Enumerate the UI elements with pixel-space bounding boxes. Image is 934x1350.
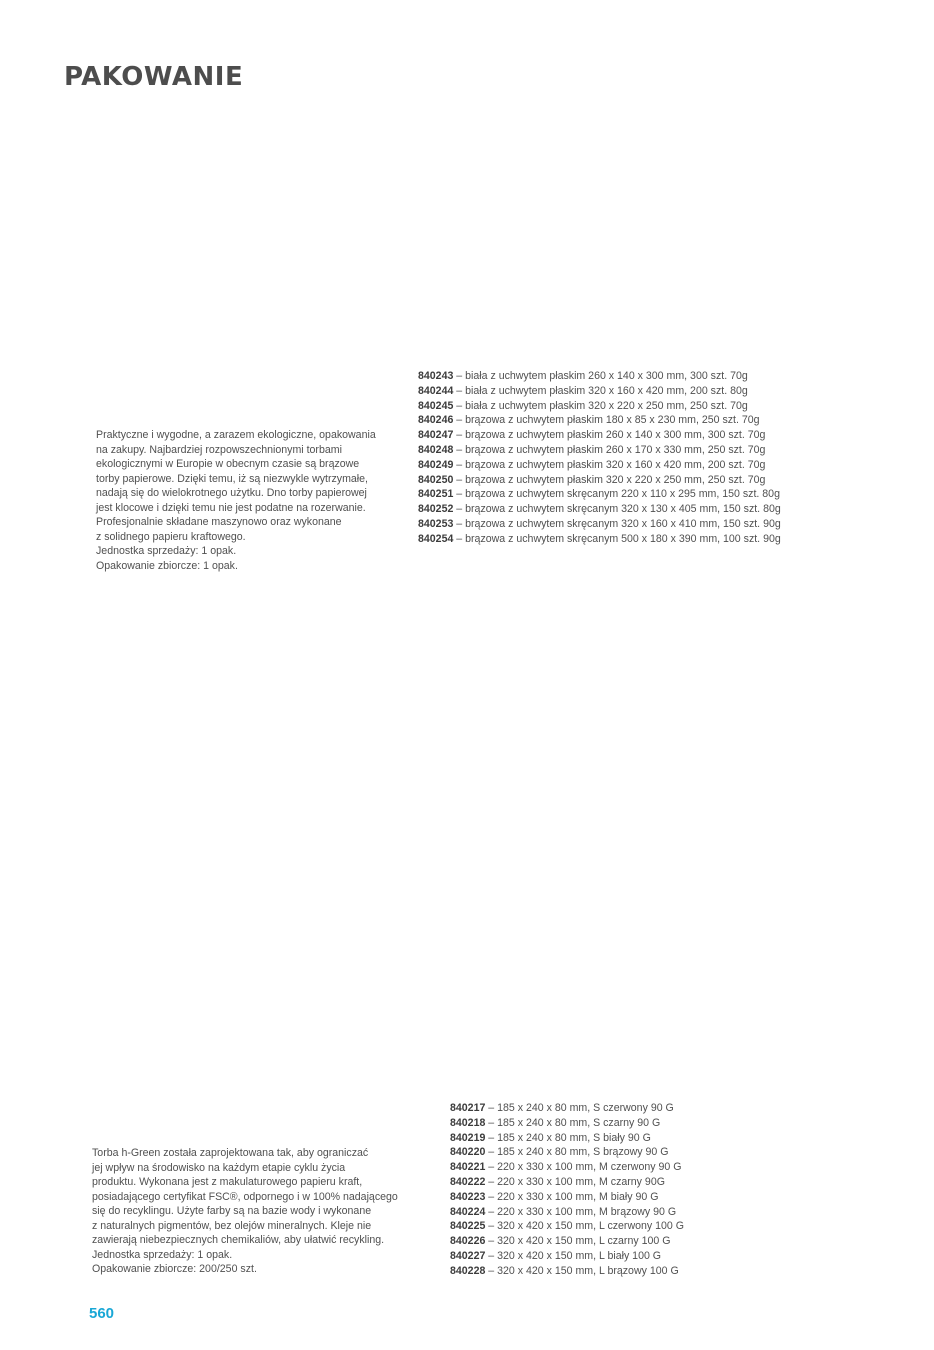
section1-description-text: Praktyczne i wygodne, a zarazem ekologiczne, opakowania na zakupy. Najbardziej rozpowszechnionymi torbami ekologicznymi w Europie w obecnym czasie są brązowe torby papierowe. Dzięki temu, iż są niezwykle wytrzymałe, nadają się do wielokrotnego użytku. Dno torby papierowej jest klocowe i dzięki temu nie jest podatne na rozerwanie. Profesjonalnie składane maszynowo oraz wykonane z solidnego papieru kraftowego. Jednostka sprzedaży: 1 opak. Opakowanie zbiorcze: 1 opak. bbox=[96, 429, 376, 572]
product-code: 840220 bbox=[450, 1146, 486, 1159]
product-description: – 320 x 420 x 150 mm, L czerwony 100 G bbox=[485, 1220, 684, 1233]
section2-description bbox=[92, 1146, 432, 1277]
product-code: 840243 bbox=[418, 370, 454, 382]
product-description: – 185 x 240 x 80 mm, S czarny 90 G bbox=[485, 1116, 661, 1129]
section1-product-list bbox=[418, 369, 781, 547]
section1-description bbox=[96, 428, 426, 573]
product-list-item bbox=[418, 502, 781, 517]
product-description: – brązowa z uchwytem skręcanym 320 x 160 x 410 mm, 150 szt. 90g bbox=[453, 517, 781, 530]
product-code: 840223 bbox=[450, 1190, 486, 1203]
product-description: – 220 x 330 x 100 mm, M brązowy 90 G bbox=[485, 1205, 677, 1218]
product-list-item bbox=[418, 384, 781, 399]
product-list-item bbox=[450, 1101, 684, 1116]
product-code: 840244 bbox=[418, 384, 454, 397]
product-description: – 185 x 240 x 80 mm, S biały 90 G bbox=[485, 1131, 651, 1144]
product-description: – brązowa z uchwytem płaskim 320 x 220 x 250 mm, 250 szt. 70g bbox=[453, 473, 766, 486]
product-list-item bbox=[418, 458, 781, 473]
product-code: 840226 bbox=[450, 1235, 486, 1248]
product-code: 840251 bbox=[418, 488, 454, 501]
product-list-item bbox=[450, 1219, 684, 1234]
product-description: – biała z uchwytem płaskim 260 x 140 x 300 mm, 300 szt. 70g bbox=[453, 370, 748, 382]
product-description: – brązowa z uchwytem płaskim 180 x 85 x 230 mm, 250 szt. 70g bbox=[453, 414, 760, 427]
product-code: 840221 bbox=[450, 1161, 486, 1174]
product-list-item bbox=[418, 413, 781, 428]
product-list-item bbox=[418, 443, 781, 458]
product-description: – 320 x 420 x 150 mm, L biały 100 G bbox=[485, 1249, 662, 1262]
product-description: – 185 x 240 x 80 mm, S brązowy 90 G bbox=[485, 1146, 669, 1159]
product-list-item bbox=[450, 1116, 684, 1131]
product-list-item bbox=[418, 369, 781, 384]
product-list-item bbox=[450, 1234, 684, 1249]
product-description: – biała z uchwytem płaskim 320 x 160 x 420 mm, 200 szt. 80g bbox=[453, 384, 748, 397]
product-code: 840225 bbox=[450, 1220, 486, 1233]
product-description: – brązowa z uchwytem płaskim 260 x 170 x 330 mm, 250 szt. 70g bbox=[453, 443, 766, 456]
product-description: – 320 x 420 x 150 mm, L brązowy 100 G bbox=[485, 1264, 679, 1277]
product-description: – brązowa z uchwytem skręcanym 220 x 110 x 295 mm, 150 szt. 80g bbox=[453, 488, 780, 501]
product-code: 840249 bbox=[418, 458, 454, 471]
page-number: 560 bbox=[89, 1305, 115, 1322]
product-description: – 320 x 420 x 150 mm, L czarny 100 G bbox=[485, 1235, 671, 1248]
product-code: 840227 bbox=[450, 1249, 486, 1262]
product-list-item bbox=[450, 1145, 684, 1160]
product-code: 840228 bbox=[450, 1264, 486, 1277]
product-code: 840222 bbox=[450, 1175, 486, 1188]
product-code: 840253 bbox=[418, 517, 454, 530]
product-code: 840217 bbox=[450, 1102, 486, 1114]
product-list-item bbox=[418, 399, 781, 414]
product-code: 840246 bbox=[418, 414, 454, 427]
product-description: – biała z uchwytem płaskim 320 x 220 x 250 mm, 250 szt. 70g bbox=[453, 399, 748, 412]
section2-description-text: Torba h-Green została zaprojektowana tak, aby ograniczać jej wpływ na środowisko na każdym etapie cyklu życia produktu. Wykonana jest z makulaturowego papieru kraft, posiadającego certyfikat FSC®, odpornego i w 100% nadającego się do recyklingu. Użyte farby są na bazie wody i wykonane z naturalnych pigmentów, bez olejów mineralnych. Kleje nie zawierają niebezpiecznych chemikaliów, aby ułatwić recykling. Jednostka sprzedaży: 1 opak. Opakowanie zbiorcze: 200/250 szt. bbox=[92, 1147, 398, 1275]
product-description: – 185 x 240 x 80 mm, S czerwony 90 G bbox=[485, 1102, 674, 1114]
product-list-item bbox=[418, 532, 781, 547]
product-code: 840245 bbox=[418, 399, 454, 412]
section2-product-list bbox=[450, 1101, 684, 1279]
product-code: 840247 bbox=[418, 429, 454, 442]
product-code: 840254 bbox=[418, 532, 454, 545]
product-code: 840218 bbox=[450, 1116, 486, 1129]
product-list-item bbox=[450, 1249, 684, 1264]
product-code: 840250 bbox=[418, 473, 454, 486]
product-code: 840219 bbox=[450, 1131, 486, 1144]
product-list-item bbox=[418, 473, 781, 488]
product-code: 840224 bbox=[450, 1205, 486, 1218]
product-description: – brązowa z uchwytem płaskim 320 x 160 x 420 mm, 200 szt. 70g bbox=[453, 458, 766, 471]
product-list-item bbox=[450, 1264, 684, 1279]
product-description: – 220 x 330 x 100 mm, M biały 90 G bbox=[485, 1190, 659, 1203]
product-list-item bbox=[418, 487, 781, 502]
product-description: – brązowa z uchwytem skręcanym 500 x 180 x 390 mm, 100 szt. 90g bbox=[453, 532, 781, 545]
product-code: 840252 bbox=[418, 503, 454, 516]
product-list-item bbox=[450, 1205, 684, 1220]
product-description: – brązowa z uchwytem płaskim 260 x 140 x 300 mm, 300 szt. 70g bbox=[453, 429, 766, 442]
product-description: – 220 x 330 x 100 mm, M czarny 90G bbox=[485, 1175, 665, 1188]
product-code: 840248 bbox=[418, 443, 454, 456]
page-title: PAKOWANIE bbox=[64, 62, 244, 92]
product-list-item bbox=[418, 517, 781, 532]
product-list-item bbox=[418, 428, 781, 443]
product-list-item bbox=[450, 1160, 684, 1175]
product-description: – 220 x 330 x 100 mm, M czerwony 90 G bbox=[485, 1161, 682, 1174]
product-description: – brązowa z uchwytem skręcanym 320 x 130 x 405 mm, 150 szt. 80g bbox=[453, 503, 781, 516]
product-list-item bbox=[450, 1190, 684, 1205]
product-list-item bbox=[450, 1131, 684, 1146]
product-list-item bbox=[450, 1175, 684, 1190]
